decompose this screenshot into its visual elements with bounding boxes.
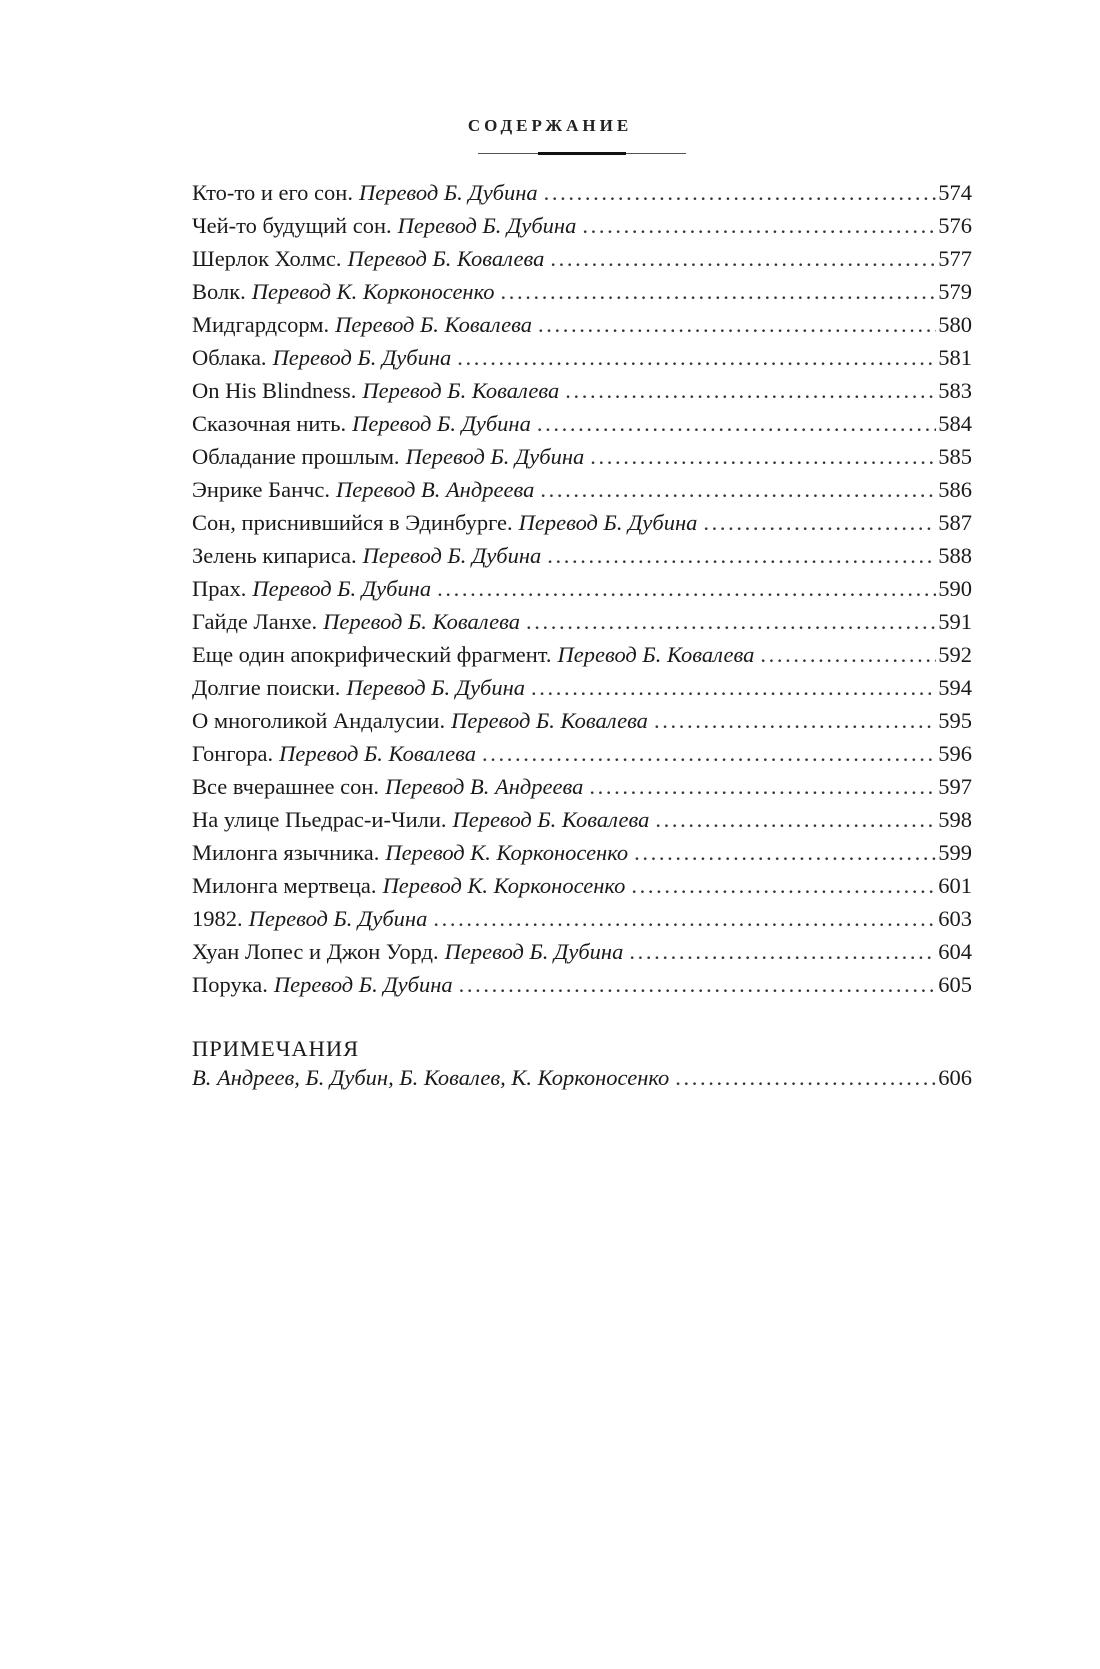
toc-entry-translator: Перевод К. Корконосенко — [382, 873, 626, 898]
dot-leader — [655, 807, 936, 833]
toc-entry-page: 596 — [938, 741, 972, 766]
dot-leader — [537, 411, 936, 437]
toc-entry-title: Все вчерашнее сон. — [192, 774, 380, 799]
dot-leader — [526, 609, 936, 635]
toc-entry[interactable] — [192, 180, 972, 213]
toc-entry-page: 599 — [938, 840, 972, 865]
toc-entry-title: Милонга мертвеца. — [192, 873, 377, 898]
toc-entry-title: Сказочная нить. — [192, 411, 347, 436]
dot-leader — [482, 741, 936, 767]
toc-entry-title: Гайде Ланхе. — [192, 609, 318, 634]
dot-leader — [760, 642, 936, 668]
dot-leader — [654, 708, 936, 734]
toc-entry-page: 581 — [938, 345, 972, 370]
notes-heading: ПРИМЕЧАНИЯ — [192, 1036, 360, 1061]
toc-entry[interactable] — [192, 213, 972, 246]
toc-entry[interactable] — [192, 741, 972, 774]
toc-entry-title: Кто-то и его сон. — [192, 180, 353, 205]
toc-entry-title: Мидгардсорм. — [192, 312, 330, 337]
toc-entry-page: 584 — [938, 411, 972, 436]
toc-entry-title: Еще один апокрифический фрагмент. — [192, 642, 552, 667]
toc-entry-translator: Перевод Б. Дубина — [444, 939, 624, 964]
toc-entry-title: Чей-то будущий сон. — [192, 213, 392, 238]
toc-entry-translator: Перевод В. Андреева — [336, 477, 535, 502]
toc-entry[interactable] — [192, 642, 972, 675]
running-head-rule-accent — [538, 152, 626, 155]
toc-entry[interactable] — [192, 576, 972, 609]
toc-entry-translator: Перевод К. Корконосенко — [385, 840, 629, 865]
toc-entry[interactable] — [192, 675, 972, 708]
toc-entry-translator: Перевод Б. Дубина — [405, 444, 585, 469]
dot-leader — [501, 279, 937, 305]
toc-entry-translator: Перевод Б. Дубина — [518, 510, 698, 535]
toc-entry-title: On His Blindness. — [192, 378, 357, 403]
toc-entry-translator: Перевод Б. Ковалева — [335, 312, 532, 337]
table-of-contents — [192, 180, 972, 1005]
dot-leader — [540, 477, 936, 503]
dot-leader — [582, 213, 936, 239]
dot-leader — [457, 345, 936, 371]
toc-entry-title: Сон, приснившийся в Эдинбурге. — [192, 510, 513, 535]
toc-entry-translator: Перевод Б. Дубина — [352, 411, 531, 436]
toc-entry[interactable] — [192, 246, 972, 279]
toc-entry-page: 598 — [938, 807, 972, 832]
dot-leader — [437, 576, 936, 602]
toc-entry-translator: Перевод Б. Дубина — [273, 972, 453, 997]
toc-entry-translator: Перевод Б. Дубина — [252, 576, 432, 601]
toc-entry-page: 594 — [938, 675, 972, 700]
dot-leader — [544, 180, 937, 206]
toc-entry-translator: Перевод Б. Дубина — [346, 675, 526, 700]
toc-entry-page: 605 — [938, 972, 972, 997]
toc-entry[interactable] — [192, 444, 972, 477]
toc-entry-title: Облака. — [192, 345, 267, 370]
notes-section — [192, 1032, 972, 1098]
toc-entry-title: Гонгора. — [192, 741, 274, 766]
notes-entry[interactable] — [192, 1065, 972, 1098]
toc-entry[interactable] — [192, 609, 972, 642]
toc-entry[interactable] — [192, 939, 972, 972]
toc-entry-page: 597 — [938, 774, 972, 799]
toc-entry-page: 588 — [938, 543, 972, 568]
dot-leader — [565, 378, 936, 404]
toc-entry[interactable] — [192, 708, 972, 741]
toc-entry-page: 590 — [938, 576, 972, 601]
toc-entry[interactable] — [192, 543, 972, 576]
toc-entry-title: Волк. — [192, 279, 246, 304]
toc-entry-title: Хуан Лопес и Джон Уорд. — [192, 939, 439, 964]
toc-entry-title: Энрике Банчс. — [192, 477, 331, 502]
toc-entry[interactable] — [192, 411, 972, 444]
toc-entry-translator: Перевод К. Корконосенко — [251, 279, 495, 304]
toc-entry[interactable] — [192, 873, 972, 906]
toc-entry[interactable] — [192, 972, 972, 1005]
toc-entry-title: Зелень кипариса. — [192, 543, 357, 568]
dot-leader — [547, 543, 936, 569]
toc-entry[interactable] — [192, 312, 972, 345]
toc-entry-title: Милонга язычника. — [192, 840, 380, 865]
dot-leader — [631, 873, 936, 899]
toc-entry-title: О многоликой Андалусии. — [192, 708, 446, 733]
dot-leader — [459, 972, 937, 998]
toc-entry[interactable] — [192, 378, 972, 411]
toc-entry-translator: Перевод Б. Дубина — [362, 543, 542, 568]
dot-leader — [589, 774, 936, 800]
toc-entry-title: Прах. — [192, 576, 247, 601]
toc-entry[interactable] — [192, 774, 972, 807]
toc-entry-page: 592 — [938, 642, 972, 667]
dot-leader — [433, 906, 936, 932]
dot-leader — [590, 444, 936, 470]
toc-entry-page: 583 — [938, 378, 972, 403]
toc-entry-translator: Перевод Б. Ковалева — [362, 378, 560, 403]
toc-entry-page: 574 — [938, 180, 972, 205]
dot-leader — [531, 675, 936, 701]
dot-leader — [634, 840, 936, 866]
toc-entry-title: Шерлок Холмс. — [192, 246, 342, 271]
dot-leader — [703, 510, 936, 536]
toc-entry-page: 603 — [938, 906, 972, 931]
toc-entry-translator: Перевод Б. Ковалева — [557, 642, 755, 667]
toc-entry-translator: Перевод Б. Ковалева — [323, 609, 520, 634]
toc-entry[interactable] — [192, 345, 972, 378]
toc-entry-page: 591 — [938, 609, 972, 634]
toc-entry[interactable] — [192, 510, 972, 543]
toc-entry-page: 604 — [938, 939, 972, 964]
toc-entry-page: 601 — [938, 873, 972, 898]
toc-entry-translator: Перевод Б. Ковалева — [347, 246, 545, 271]
toc-entry-title: 1982. — [192, 906, 243, 931]
dot-leader — [675, 1065, 936, 1091]
toc-entry-page: 585 — [938, 444, 972, 469]
toc-entry-title: Обладание прошлым. — [192, 444, 400, 469]
toc-entry-translator: Перевод Б. Дубина — [358, 180, 538, 205]
toc-entry-title: Порука. — [192, 972, 268, 997]
toc-entry[interactable] — [192, 906, 972, 939]
toc-entry[interactable] — [192, 279, 972, 312]
toc-entry[interactable] — [192, 477, 972, 510]
toc-entry-page: 586 — [938, 477, 972, 502]
toc-entry-translator: Перевод Б. Дубина — [397, 213, 577, 238]
toc-entry-translator: Перевод Б. Ковалева — [279, 741, 476, 766]
running-head: СОДЕРЖАНИЕ — [467, 116, 633, 135]
toc-entry-translator: Перевод Б. Дубина — [248, 906, 428, 931]
notes-page: 606 — [938, 1065, 972, 1090]
notes-authors: В. Андреев, Б. Дубин, Б. Ковалев, К. Корконосенко — [192, 1065, 670, 1090]
toc-entry-page: 580 — [938, 312, 972, 337]
toc-entry-translator: Перевод В. Андреева — [385, 774, 584, 799]
toc-entry-title: Долгие поиски. — [192, 675, 341, 700]
toc-entry-page: 579 — [938, 279, 972, 304]
toc-entry-page: 587 — [938, 510, 972, 535]
dot-leader — [538, 312, 936, 338]
toc-entry-page: 595 — [938, 708, 972, 733]
toc-entry-translator: Перевод Б. Ковалева — [451, 708, 648, 733]
toc-entry-translator: Перевод Б. Ковалева — [452, 807, 650, 832]
dot-leader — [629, 939, 936, 965]
toc-entry[interactable] — [192, 840, 972, 873]
dot-leader — [550, 246, 936, 272]
toc-entry[interactable] — [192, 807, 972, 840]
toc-entry-title: На улице Пьедрас-и-Чили. — [192, 807, 447, 832]
toc-entry-page: 577 — [938, 246, 972, 271]
toc-entry-page: 576 — [938, 213, 972, 238]
toc-entry-translator: Перевод Б. Дубина — [272, 345, 452, 370]
